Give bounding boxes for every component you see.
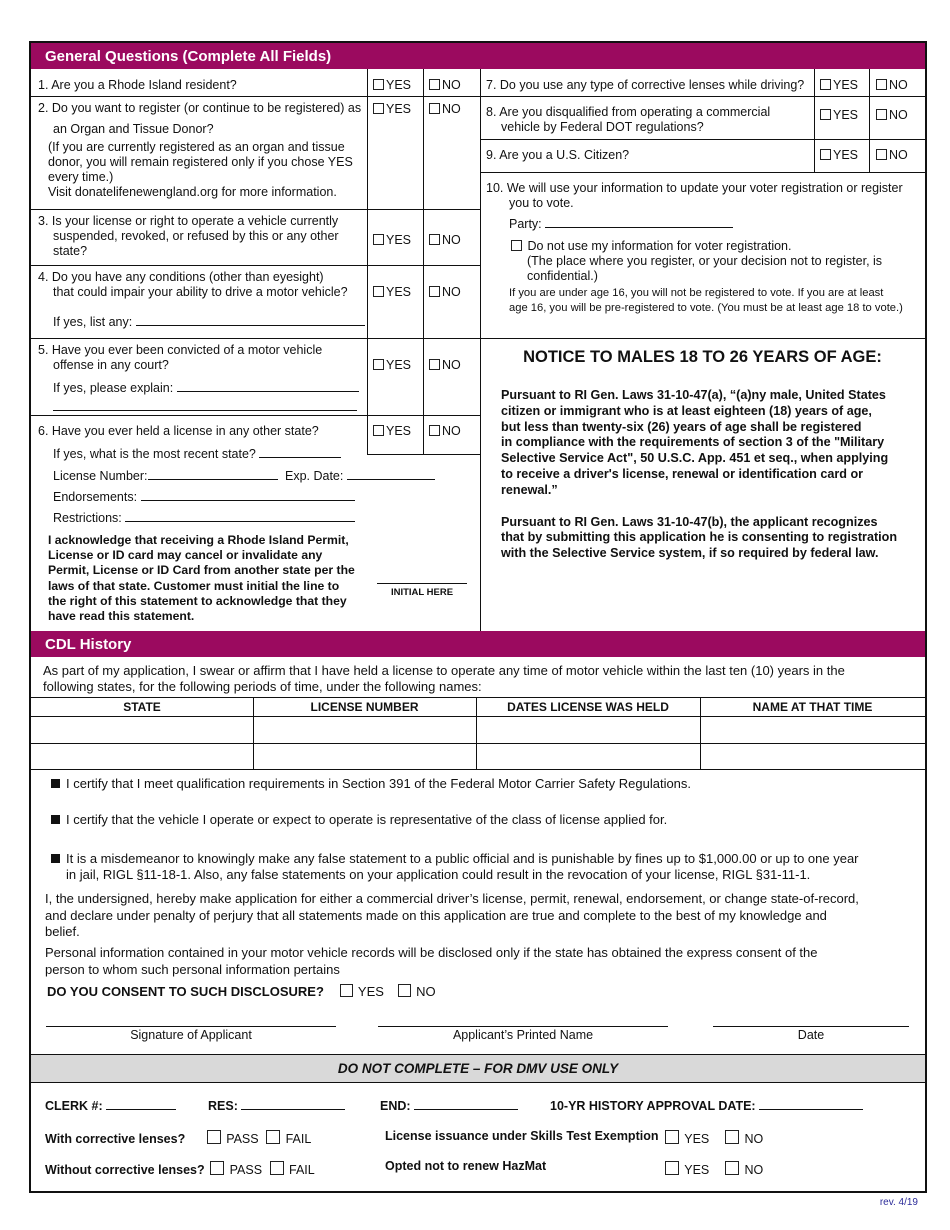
res-field[interactable]: RES: [208,1098,345,1113]
printed-name-label: Applicant’s Printed Name [452,1028,594,1042]
bullet-icon [51,815,60,824]
q8-no[interactable]: NO [876,108,908,122]
q5-no[interactable]: NO [429,358,461,372]
checkbox[interactable] [429,79,440,90]
q6-yes[interactable]: YES [373,424,411,438]
q7-yes[interactable]: YES [820,78,858,92]
cdl-history-rows[interactable] [31,717,925,769]
declaration: I, the undersigned, hereby make application for either a commercial driver’s license, permit, renewal, endorsement, or change state-of-record, and declare under penalty of perjury that all statements made on this application are true and complete to the best of my knowledge and belief. [45,891,859,939]
consent-no[interactable]: NO [398,984,436,999]
q4-no[interactable]: NO [429,285,461,299]
hazmat-yes[interactable]: YES [665,1161,709,1177]
application-form: General Questions (Complete All Fields) 1. Are you a Rhode Island resident? YES NO 2. Do you want to register (or continue to be registered) as an Organ and Tissue Donor? (If you are currently registered as an organ and tissue donor, you will remain registered only if you chose YES every time.) Visit donatelifenewengland.org for more information. YES NO 3. Is your license or right to operate a vehicle currently suspended, revoked, or refused by this or any other state? YES NO 4. Do you have any conditions (other than eyesight) that could impair your ability to drive a motor vehicle? If yes, list any: YES NO 5. Have you ever been convicted of a motor vehicle offense in any court? If yes, please explain: YES NO 6. Have you ever held a license in any other state? YES NO If yes, what is the most recent state? License Number: Exp. Date: Endorsements: Restrictions: I acknowledge that receiving a Rhode Island Permit, License or ID card may cancel or invalidate any Permit, License or ID Card from another state per the laws of that state. Customer must initial the line to the right of this statement to acknowledge that they have read this statement. INITIAL HERE 7. Do you use any type of corrective lenses while driving? YES NO 8. Are you disqualified from operating a commercial vehicle by Federal DOT regulations? YES NO 9. Are you a U.S. Citizen? YES NO 10. We will use your information to update your voter registration or register you to vote. Party: Do not use my information for voter registration. (The place where you register, or your decision not to register, is confidential.) If you are under age 16, you will not be registered to vote. If you are at least age 16, you will be pre-registered to vote. (You must be at least age 18 to vote.) NOTICE TO MALES 18 TO 26 YEARS OF AGE: Pursuant to RI Gen. Laws 31-10-47(a), “(a)ny male, United States citizen or immigrant who is at least eighteen (18) years of age, but less than twenty-six (26) years of age shall be registered in compliance with the requirements of section 3 of the "Military Selective Service Act", 50 U.S.C. App. 451 et seq., when applying to receive a driver's license, renewal or identification card or renewal.” Pursuant to RI Gen. Laws 31-10-47(b), the applicant recognizes that by submitting this application he is consenting to registration with the Selective Service system, if so required by federal law. CDL History As part of my application, I swear or affirm that I have held a license to operate any time of motor vehicle within the last ten (10) years in the following states, for the following periods of time, under the following names: STATE LICENSE NUMBER DATES LICENSE WAS HELD NAME AT THAT TIME I certify that I meet qualification requirements in Section 391 of the Federal Motor Carrier Safety Regulations. I certify that the vehicle I operate or expect to operate is representative of the class of license applied for. It is a misdemeanor to knowingly make any false statement to a public official and is punishable by fines up to $1,000.00 or up to one year in jail, RIGL §11-18-1. Also, any false statements on your application could result in the revocation of your license, RIGL §31-11-1. I, the undersigned, hereby make application for either a commercial driver’s license, permit, renewal, endorsement, or change state-of-record, and declare under penalty of perjury that all statements made on this application are true and complete to the best of my knowledge and belief. Personal information contained in your motor vehicle records will be disclosed only if the state has obtained the express consent of the person to whom such personal information pertains DO YOU CONSENT TO SUCH DISCLOSURE? YES NO Signature of Applicant Applicant’s Printed Name Date DO NOT COMPLETE – FOR DMV USE ONLY CLERK #: RES: END: 10-YR HISTORY APPROVAL DATE: With corrective lenses? PASS FAIL Without corrective lenses? PASS FAIL License issuance under Skills Test Exemption YES NO Opted not to renew HazMat YES NO [29,41,927,1193]
q8-yes[interactable]: YES [820,108,858,122]
cdl-intro: As part of my application, I swear or affirm that I have held a license to operate any time of motor vehicle within the last ten (10) years in the following states, for the following periods of time, under the following names: [43,663,845,694]
q7-text: 7. Do you use any type of corrective lenses while driving? [486,78,805,92]
hazmat-no[interactable]: NO [725,1161,763,1177]
with-lenses-pass[interactable]: PASS [207,1132,259,1146]
q6-license-field[interactable]: License Number: [53,468,278,483]
q1-yes[interactable]: YES [373,78,411,92]
q5-explain-field[interactable]: If yes, please explain: [53,380,359,395]
without-lenses-row: Without corrective lenses? PASS FAIL [45,1163,315,1177]
consent-question: DO YOU CONSENT TO SUCH DISCLOSURE? YES NO [47,984,436,999]
q6-no[interactable]: NO [429,424,461,438]
notice-title: NOTICE TO MALES 18 TO 26 YEARS OF AGE: [523,348,882,366]
approval-date-field[interactable]: 10-YR HISTORY APPROVAL DATE: [550,1098,863,1113]
revision-label: rev. 4/19 [879,1197,918,1208]
with-lenses-fail[interactable]: FAIL [266,1132,311,1146]
initial-line[interactable] [377,582,467,584]
q10-text: 10. We will use your information to update your voter registration or register [486,181,903,195]
q2-text: 2. Do you want to register (or continue to be registered) as [38,101,362,115]
skills-exemption-label: License issuance under Skills Test Exemption [385,1129,659,1143]
without-lenses-fail[interactable]: FAIL [270,1163,315,1177]
q4-text: 4. Do you have any conditions (other than eyesight) [38,270,324,284]
q6-recent-field[interactable]: If yes, what is the most recent state? [53,446,341,461]
clerk-field[interactable]: CLERK #: [45,1098,176,1113]
date-line[interactable] [713,1026,909,1027]
q2-yes[interactable]: YES [373,102,411,116]
q5-yes[interactable]: YES [373,358,411,372]
hazmat-label: Opted not to renew HazMat [385,1159,547,1173]
col-dates-held: DATES LICENSE WAS HELD [507,700,669,714]
left-no-divider [423,69,424,454]
consent-yes[interactable]: YES [340,984,384,999]
checkbox[interactable] [373,79,384,90]
cdl-history-header: CDL History [31,631,925,657]
without-lenses-pass[interactable]: PASS [210,1163,262,1177]
q6-restrict-field[interactable]: Restrictions: [53,510,355,525]
q3-no[interactable]: NO [429,233,461,247]
q5-text: 5. Have you ever been convicted of a motor vehicle [38,343,323,357]
cert-2: I certify that the vehicle I operate or expect to operate is representative of the class of license applied for. [51,812,667,827]
bullet-icon [51,779,60,788]
skills-yes[interactable]: YES [665,1130,709,1146]
q4-list-field[interactable]: If yes, list any: [53,314,365,329]
q3-yes[interactable]: YES [373,233,411,247]
right-yes-divider [814,69,815,172]
q9-no[interactable]: NO [876,148,908,162]
q7-no[interactable]: NO [876,78,908,92]
signature-line[interactable] [46,1026,336,1027]
q9-yes[interactable]: YES [820,148,858,162]
right-no-divider [869,69,870,172]
date-label: Date [797,1028,825,1042]
skills-no[interactable]: NO [725,1130,763,1146]
q1-text: 1. Are you a Rhode Island resident? [38,78,237,92]
q4-yes[interactable]: YES [373,285,411,299]
with-lenses-row: With corrective lenses? PASS FAIL [45,1132,312,1146]
notice-body: Pursuant to RI Gen. Laws 31-10-47(a), “(a)ny male, United States citizen or immigrant who is at least eighteen (18) years of age, but less than twenty-six (26) years of age shall be registered in compliance with the requirements of section 3 of the "Military Selective Service Act", 50 U.S.C. App. 451 et seq., when applying to receive a driver's license, renewal or identification card or renewal.” Pursuant to RI Gen. Laws 31-10-47(b), the applicant recognizes that by submitting this application he is consenting to registration with the Selective Service system, if so required by federal law. [501,388,898,561]
privacy-notice: Personal information contained in your motor vehicle records will be disclosed only if the state has obtained the express consent of the person to whom such personal information pertains [45,945,818,977]
q6-text: 6. Have you ever held a license in any other state? [38,424,319,438]
q1-no[interactable]: NO [429,78,461,92]
q9-text: 9. Are you a U.S. Citizen? [486,148,630,162]
col-name-at-time: NAME AT THAT TIME [752,700,873,714]
q3-text: 3. Is your license or right to operate a vehicle currently [38,214,339,228]
q10-party-field[interactable]: Party: [509,216,733,231]
end-field[interactable]: END: [380,1098,518,1113]
q2-no[interactable]: NO [429,102,461,116]
cert-3: It is a misdemeanor to knowingly make any false statement to a public official and is punishable by fines up to $1,000.00 or up to one year in jail, RIGL §11-18-1. Also, any false statements on your application could result in the revocation of your license, RIGL §31-11-1. [51,851,859,883]
bullet-icon [51,854,60,863]
general-questions-header: General Questions (Complete All Fields) [31,43,925,69]
q6-exp-field[interactable]: Exp. Date: [285,468,435,483]
signature-label: Signature of Applicant [130,1028,252,1042]
q6-endorse-field[interactable]: Endorsements: [53,489,355,504]
dmv-use-header: DO NOT COMPLETE – FOR DMV USE ONLY [31,1054,925,1083]
q8-text: 8. Are you disqualified from operating a commercial [486,105,771,119]
col-license-number: LICENSE NUMBER [310,700,419,714]
left-yes-divider [367,69,368,454]
printed-name-line[interactable] [378,1026,668,1027]
q10-opt-out[interactable]: Do not use my information for voter registration. [511,239,792,253]
col-state: STATE [123,700,161,714]
acknowledgement: I acknowledge that receiving a Rhode Island Permit, License or ID card may cancel or invalidate any Permit, License or ID Card from another state per the laws of that state. Customer must initial the line to the right of this statement to acknowledge that they have read this statement. [48,533,355,624]
cert-1: I certify that I meet qualification requirements in Section 391 of the Federal Motor Carrier Safety Regulations. [51,776,691,791]
